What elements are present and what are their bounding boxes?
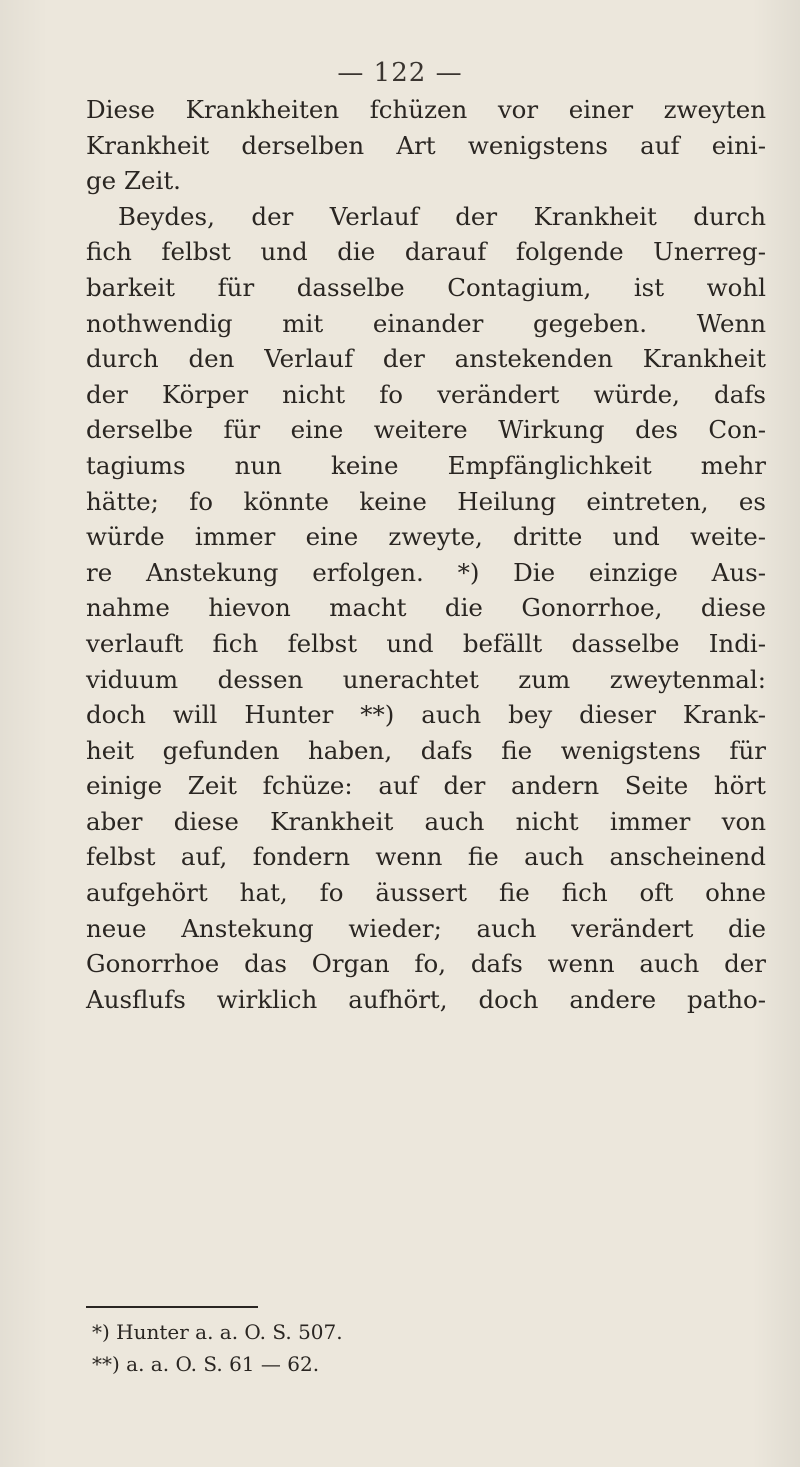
text-line: doch will Hunter **) auch bey dieser Krank- [86, 700, 766, 730]
text-line: derselbe für eine weitere Wirkung des Con- [86, 415, 766, 445]
text-line: nahme hievon macht die Gonorrhoe, diese [86, 593, 766, 623]
footnote-rule [86, 1306, 258, 1308]
body-text [86, 92, 766, 1017]
footnote-1: *) Hunter a. a. O. S. 507. [92, 1320, 343, 1344]
text-line: neue Anstekung wieder; auch verändert die [86, 913, 766, 943]
text-line: aufgehört hat, fo äussert fie fich oft ohne [86, 878, 766, 908]
footnote-2: **) a. a. O. S. 61 — 62. [92, 1352, 320, 1376]
paragraph-2 [86, 199, 766, 1018]
text-line: Ausflufs wirklich aufhört, doch andere patho- [86, 984, 766, 1014]
text-line: barkeit für dasselbe Contagium, ist wohl [86, 272, 766, 302]
footnotes [92, 1316, 732, 1380]
text-line: durch den Verlauf der anstekenden Krankheit [86, 344, 766, 374]
text-line: verlauft fich felbst und befällt dasselbe Indi- [86, 628, 766, 658]
text-line: viduum dessen unerachtet zum zweytenmal: [86, 664, 766, 694]
text-line: ge Zeit. [86, 166, 181, 196]
paragraph-1 [86, 92, 766, 199]
text-line: felbst auf, fondern wenn fie auch anscheinend [86, 842, 766, 872]
text-line: einige Zeit fchüze: auf der andern Seite hört [86, 771, 766, 801]
text-line: Beydes, der Verlauf der Krankheit durch [118, 201, 766, 231]
text-line: würde immer eine zweyte, dritte und weite- [86, 522, 766, 552]
page-number: — 122 — [337, 58, 463, 88]
text-line: hätte; fo könnte keine Heilung eintreten, es [86, 486, 766, 516]
text-line: fich felbst und die darauf folgende Unerreg- [86, 237, 766, 267]
text-line: re Anstekung erfolgen. *) Die einzige Aus- [86, 557, 766, 587]
text-line: nothwendig mit einander gegeben. Wenn [86, 308, 766, 338]
text-line: aber diese Krankheit auch nicht immer von [86, 806, 766, 836]
text-line: heit gefunden haben, dafs fie wenigstens für [86, 735, 766, 765]
text-line: Krankheit derselben Art wenigstens auf eini- [86, 130, 766, 160]
text-line: tagiums nun keine Empfänglichkeit mehr [86, 450, 766, 480]
text-line: Diese Krankheiten fchüzen vor einer zweyten [86, 95, 766, 124]
text-line: der Körper nicht fo verändert würde, dafs [86, 379, 766, 409]
text-line: Gonorrhoe das Organ fo, dafs wenn auch der [86, 949, 766, 979]
